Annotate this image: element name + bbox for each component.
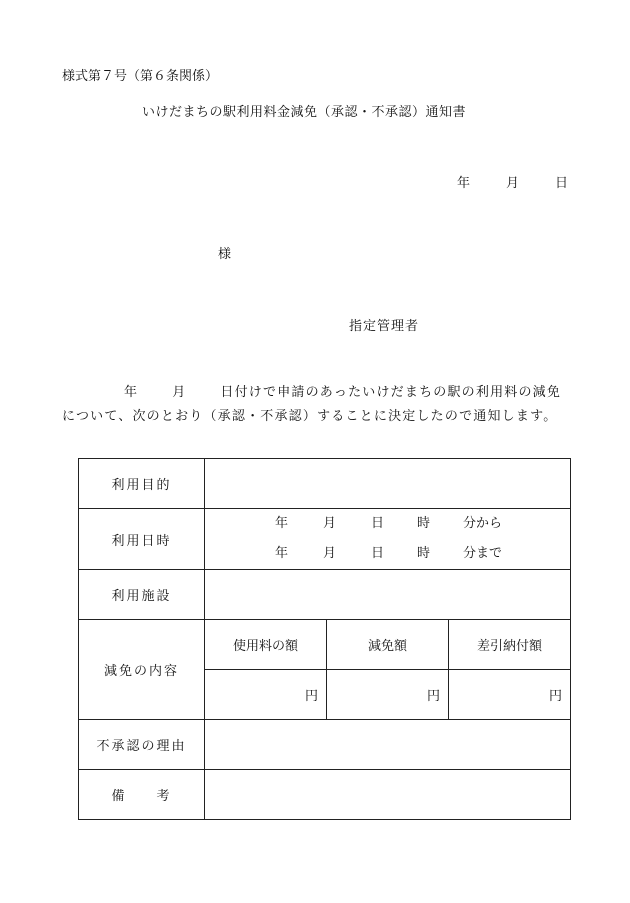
approval-table [78,458,571,820]
issuer-name: 指定管理者 [349,319,420,334]
datetime-to [205,539,570,569]
facility-value [205,570,571,620]
reduction-header: 減免額 [327,620,449,670]
date-month: 月 [506,176,520,191]
body-paragraph [62,381,572,429]
date-year: 年 [457,176,471,191]
to-month: 月 [323,546,337,561]
fee-header: 使用料の額 [205,620,327,670]
recipient-suffix: 様 [218,247,232,262]
from-hour: 時 [417,516,431,531]
datetime-from [205,509,570,539]
datetime-value [205,509,571,570]
body-month: 月 [172,385,187,400]
fee-yen: 円 [205,670,327,720]
issue-date [457,172,568,191]
balance-yen: 円 [449,670,571,720]
facility-label: 利用施設 [79,570,205,620]
reduction-label: 減免の内容 [79,620,205,720]
document-title: いけだまちの駅利用料金減免（承認・不承認）通知書 [142,105,467,120]
purpose-label: 利用目的 [79,459,205,509]
from-year: 年 [275,516,289,531]
to-day: 日 [371,546,385,561]
rejection-reason-label: 不承認の理由 [79,720,205,770]
from-month: 月 [323,516,337,531]
to-hour: 時 [417,546,431,561]
from-minute: 分から [463,516,503,531]
from-day: 日 [371,516,385,531]
to-minute: 分まで [463,546,503,561]
body-year: 年 [124,385,139,400]
date-day: 日 [555,176,569,191]
remarks-value [205,770,571,820]
form-number: 様式第７号（第６条関係） [62,69,219,84]
purpose-value [205,459,571,509]
datetime-label: 利用日時 [79,509,205,570]
rejection-reason-value [205,720,571,770]
body-text: 日付けで申請のあったいけだまちの駅の利用料の減免について、次のとおり（承認・不承認）することに決定したので通知します。 [62,385,562,424]
balance-header: 差引納付額 [449,620,571,670]
reduction-yen: 円 [327,670,449,720]
remarks-label: 備 考 [79,770,205,820]
to-year: 年 [275,546,289,561]
